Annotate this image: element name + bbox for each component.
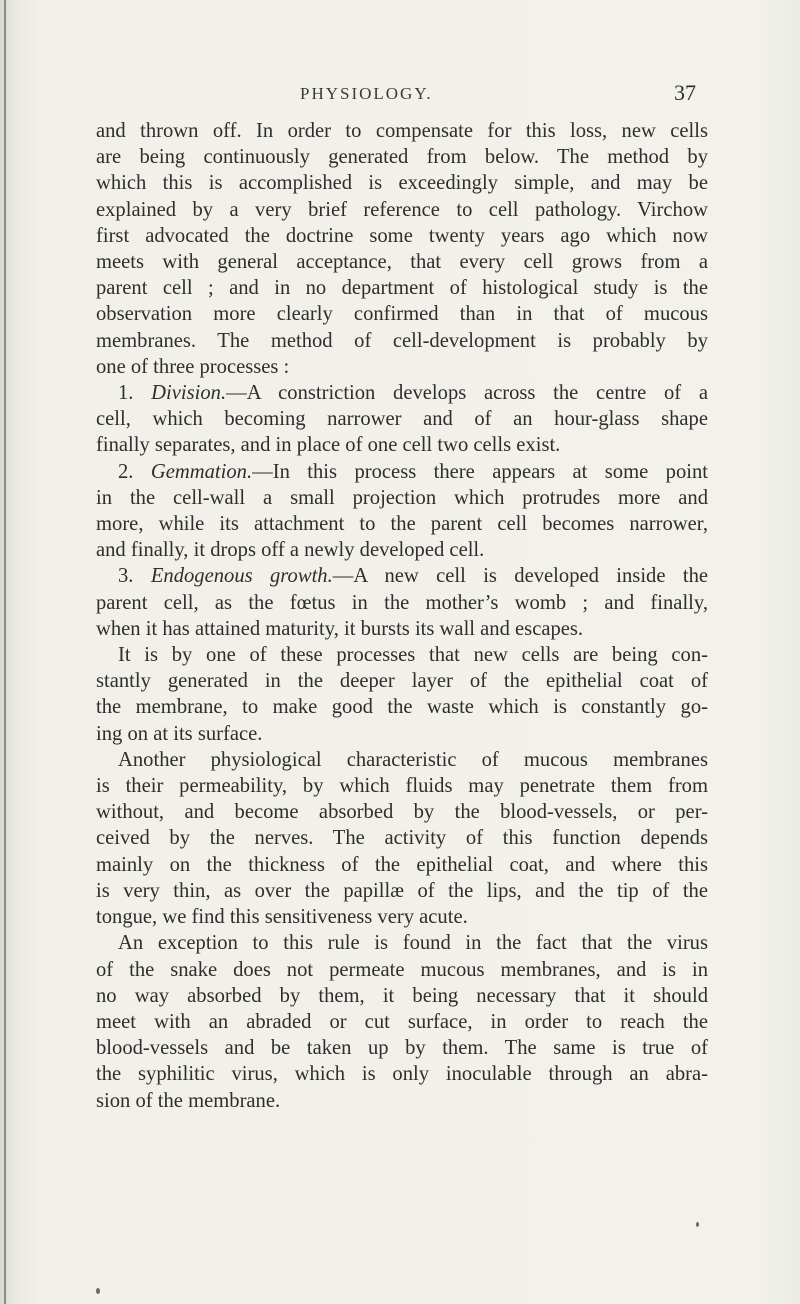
text-line: ceived by the nerves. The activity of this function depends (96, 827, 708, 850)
process-division-line (96, 380, 708, 406)
process-gemmation-line (96, 459, 708, 485)
text-line: the membrane, to make good the waste which is constantly go- (96, 696, 708, 719)
list-number: 2. (118, 460, 151, 483)
page-edge-shadow (4, 0, 6, 1304)
term-division: Division. (151, 382, 227, 405)
text-line: tongue, we find this sensitiveness very acute. (96, 906, 468, 929)
text-line: which this is accomplished is exceedingly simple, and may be (96, 172, 708, 195)
running-title: PHYSIOLOGY. (300, 84, 433, 103)
ink-speck (696, 1222, 699, 1227)
text-line: ing on at its surface. (96, 722, 263, 745)
text-line: one of three processes : (96, 355, 290, 378)
list-number: 3. (118, 565, 151, 588)
body-text (96, 118, 708, 1114)
text-segment: —A new cell is developed inside the (332, 565, 709, 588)
text-line: cell, which becoming narrower and of an hour-glass shape (96, 408, 708, 431)
page-header (96, 78, 696, 108)
text-line: mainly on the thickness of the epithelial coat, and where this (96, 853, 708, 876)
term-endogenous-growth: Endogenous growth. (150, 565, 333, 588)
text-line: blood-vessels and be taken up by them. The same is true of (96, 1037, 708, 1060)
page-number: 37 (674, 80, 696, 105)
text-line: and finally, it drops off a newly developed cell. (96, 539, 485, 562)
process-endogenous-line (96, 563, 708, 589)
text-line: It is by one of these processes that new cells are being con- (118, 644, 708, 667)
list-number: 1. (118, 382, 152, 405)
term-gemmation: Gemmation. (150, 460, 253, 483)
text-line: meets with general acceptance, that every cell grows from a (96, 251, 708, 274)
text-segment: —A constriction develops across the centre of a (226, 382, 708, 405)
text-line: parent cell ; and in no department of histological study is the (96, 277, 708, 300)
text-line: when it has attained maturity, it bursts its wall and escapes. (96, 617, 584, 640)
text-line: is very thin, as over the papillæ of the lips, and the tip of the (96, 879, 708, 902)
ink-speck (96, 1288, 100, 1294)
text-line: without, and become absorbed by the blood-vessels, or per- (96, 801, 708, 824)
text-line: sion of the membrane. (96, 1089, 281, 1112)
text-line: first advocated the doctrine some twenty years ago which now (96, 224, 708, 247)
text-line: in the cell-wall a small projection which protrudes more and (96, 486, 708, 509)
text-line: membranes. The method of cell-development is probably by (96, 329, 708, 352)
text-line: more, while its attachment to the parent cell becomes narrower, (96, 513, 708, 536)
text-line: are being continuously generated from below. The method by (96, 146, 708, 169)
text-line: meet with an abraded or cut surface, in order to reach the (96, 1010, 708, 1033)
text-line: and thrown off. In order to compensate for this loss, new cells (96, 120, 708, 142)
text-line: the syphilitic virus, which is only inoculable through an abra- (96, 1063, 708, 1086)
text-line: is their permeability, by which fluids may penetrate them from (96, 775, 708, 798)
text-line: stantly generated in the deeper layer of the epithelial coat of (96, 670, 708, 693)
text-line: explained by a very brief reference to cell pathology. Virchow (96, 198, 708, 221)
text-line: Another physiological characteristic of mucous membranes (118, 748, 708, 771)
text-line: An exception to this rule is found in the fact that the virus (118, 932, 708, 955)
text-line: observation more clearly confirmed than in that of mucous (96, 303, 708, 326)
text-line: finally separates, and in place of one cell two cells exist. (96, 434, 561, 457)
text-segment: —In this process there appears at some point (252, 460, 709, 483)
text-line: parent cell, as the fœtus in the mother’s womb ; and finally, (96, 591, 708, 614)
text-line: of the snake does not permeate mucous membranes, and is in (96, 958, 708, 981)
text-line: no way absorbed by them, it being necessary that it should (96, 984, 708, 1007)
